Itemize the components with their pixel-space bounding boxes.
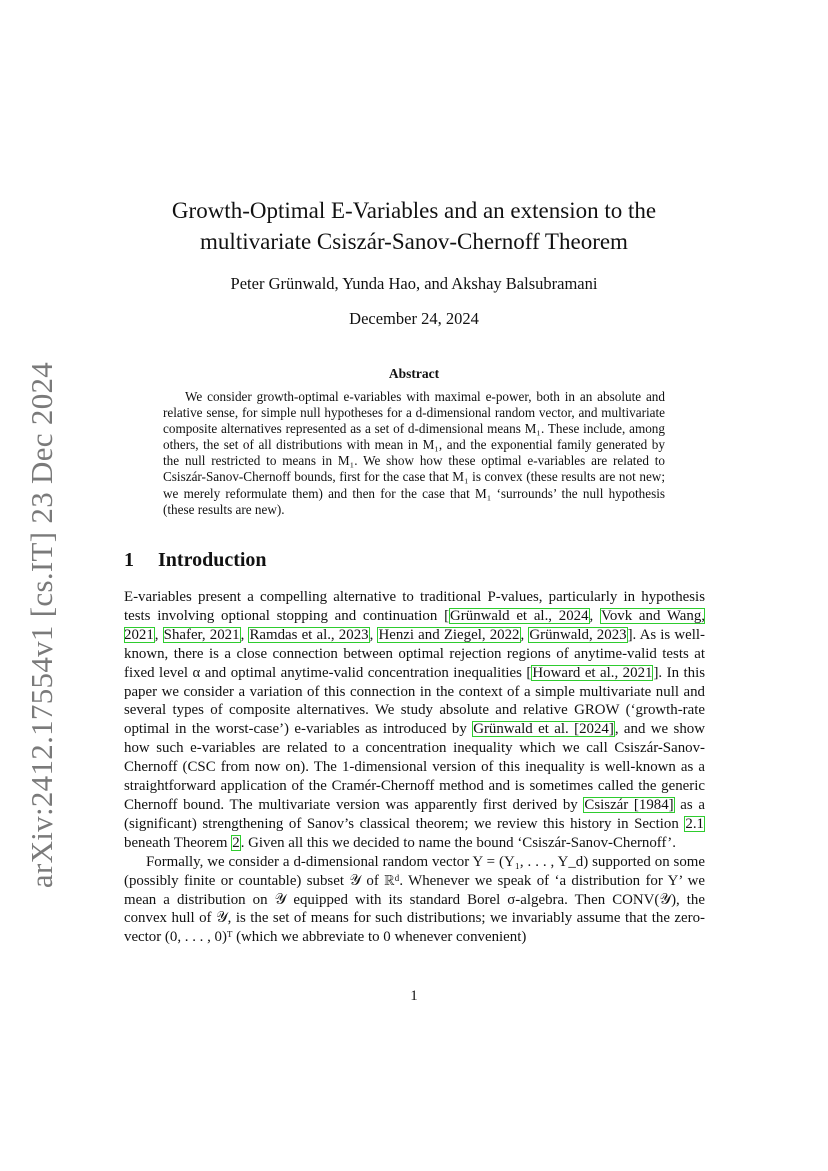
text-run: ,: [369, 626, 378, 643]
citation-link[interactable]: Ramdas et al., 2023: [249, 626, 369, 643]
abstract-text: We consider growth-optimal e-variables with maximal e-power, both in an absolute and relative sense, for simple null hypotheses for a d-dimensional random vector, and multivariate composite alternatives represented as a set of d-dimensional means M₁. These include, among others, the set of all distributions with mean in M₁, and the exponential family generated by the null restricted to means in M₁. We show how these optimal e-variables are related to Csiszár-Sanov-Chernoff bounds, first for the case that M₁ is convex (these results are not new; we merely reformulate them) and then for the case that M₁ ‘surrounds’ the null hypothesis (these results are new).: [163, 389, 665, 517]
page-number: 1: [410, 988, 418, 1004]
text-run: ,: [240, 626, 249, 643]
text-run: ]. In this paper we consider a variation of this connection in the context of a simple multivariate null and several types of composite alternatives. We study absolute and relative GROW (‘growth-rate optimal in the worst-case’) e-variables as introduced by: [124, 664, 705, 738]
text-run: E-variables present a compelling alternative to traditional P-values, particularly in hypothesis tests involving optional stopping and continuation [: [124, 589, 705, 624]
citation-link[interactable]: Grünwald et al. [2024]: [473, 721, 614, 738]
citation-link[interactable]: Shafer, 2021: [163, 626, 240, 643]
citation-link[interactable]: Vovk and Wang, 2021: [124, 607, 705, 643]
arxiv-sidebar-stamp: [22, 361, 62, 888]
citation-link[interactable]: Henzi and Ziegel, 2022: [378, 626, 520, 643]
section-number: 1: [124, 549, 134, 571]
section-title: Introduction: [158, 549, 267, 571]
text-run: . Given all this we decided to name the bound ‘Csiszár-Sanov-Chernoff’.: [240, 834, 676, 851]
intro-paragraph-1: [124, 588, 705, 853]
citation-link[interactable]: Howard et al., 2021: [532, 664, 653, 681]
theorem-ref-link[interactable]: 2: [232, 834, 240, 851]
title-line-1: Growth-Optimal E-Variables and an extension to the: [171, 198, 657, 223]
introduction-body: [124, 588, 705, 947]
citation-link[interactable]: Csiszár [1984]: [584, 796, 674, 813]
citation-link[interactable]: Grünwald et al., 2024: [450, 607, 589, 624]
text-run: ,: [589, 607, 601, 624]
text-run: ]. As is well-known, there is a close connection between optimal rejection regions of anytime-valid tests at fixed level α and optimal anytime-valid concentration inequalities [: [124, 626, 705, 681]
abstract-heading: Abstract: [388, 366, 440, 381]
section-ref-link[interactable]: 2.1: [685, 815, 704, 832]
text-run: ,: [154, 626, 163, 643]
arxiv-identifier: arXiv:2412.17554v1 [cs.IT] 23 Dec 2024: [24, 361, 60, 888]
text-run: as a (significant) strengthening of Sanov’s classical theorem; we review this history in Section: [124, 796, 705, 832]
text-run: ,: [520, 626, 529, 643]
text-run: , and we show how such e-variables are related to a concentration inequality which we call Csiszár-Sanov-Chernoff (CSC from now on). The 1-dimensional version of this inequality is well-known as a straightforward application of the Cramér-Chernoff method and is sometimes called the generic Chernoff bound. The multivariate version was apparently first derived by: [124, 721, 705, 813]
intro-paragraph-2: Formally, we consider a d-dimensional random vector Y = (Y₁, . . . , Y_d) supported on some (possibly finite or countable) subset 𝒴 of ℝᵈ. Whenever we speak of ‘a distribution for Y’ we mean a distribution on 𝒴 equipped with its standard Borel σ-algebra. Then CONV(𝒴), the convex hull of 𝒴, is the set of means for such distributions; we invariably assume that the zero-vector (0, . . . , 0)ᵀ (which we abbreviate to 0 whenever convenient): [124, 853, 705, 946]
paper-title: [124, 195, 704, 257]
author-list: Peter Grünwald, Yunda Hao, and Akshay Balsubramani: [230, 274, 598, 293]
title-line-2: multivariate Csiszár-Sanov-Chernoff Theorem: [200, 229, 628, 254]
publication-date: December 24, 2024: [349, 309, 479, 328]
section-heading: [124, 549, 267, 572]
citation-link[interactable]: Grünwald, 2023: [529, 626, 627, 643]
abstract-body: [163, 389, 665, 518]
text-run: beneath Theorem: [124, 834, 232, 851]
